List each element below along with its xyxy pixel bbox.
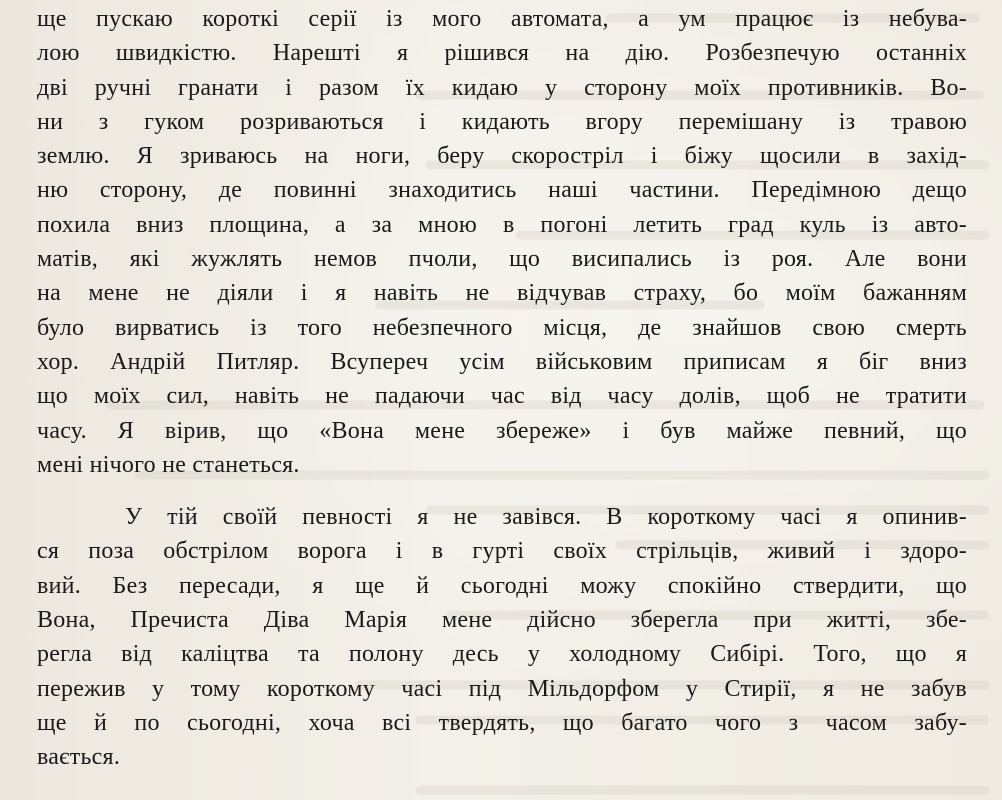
text-line: часу. Я вірив, що «Вона мене збереже» і був майже певний, що — [37, 417, 967, 444]
text-line: ще й по сьогодні, хоча всі твердять, що багато чого з часом забу- — [37, 709, 967, 736]
text-line: Вона, Пречиста Діва Марія мене дійсно зберегла при житті, збе- — [37, 607, 967, 634]
text-line: вий. Без пересади, я ще й сьогодні можу спокійно ствердити, що — [37, 572, 967, 599]
text-line: похила вниз площина, а за мною в погоні летить град куль із авто- — [37, 211, 967, 238]
text-line: на мене не діяли і я навіть не відчував страху, бо моїм бажанням — [37, 280, 967, 307]
text-line: мені нічого не станеться. — [37, 451, 300, 478]
text-line: що моїх сил, навіть не падаючи час від часу долів, щоб не тратити — [37, 383, 967, 410]
paragraph-1 — [37, 2, 967, 482]
text-line: було вирватись із того небезпечного місця, де знайшов свою смерть — [37, 314, 967, 341]
text-line: ся поза обстрілом ворога і в гурті своїх стрільців, живий і здоро- — [37, 538, 967, 565]
text-line: ни з гуком розриваються і кидають вгору перемішану із травою — [37, 108, 967, 135]
paragraph-gap — [37, 482, 967, 500]
text-line: матів, які жужлять немов пчоли, що висипались із роя. Але вони — [37, 246, 967, 273]
text-line: хор. Андрій Питляр. Всупереч усім військовим приписам я біг вниз — [37, 348, 967, 375]
text-line: ню сторону, де повинні знаходитись наші частини. Передімною дещо — [37, 177, 967, 204]
paragraph-2 — [37, 500, 967, 774]
text-line: лою швидкістю. Нарешті я рішився на дію. Розбезпечую останніх — [37, 40, 967, 67]
text-line: У тій своїй певності я не завівся. В короткому часі я опинив- — [125, 504, 967, 531]
body-text — [37, 2, 967, 775]
text-line: ще пускаю короткі серії із мого автомата, а ум працює із небува- — [37, 6, 967, 32]
text-line: вається. — [37, 744, 121, 771]
text-line: пережив у тому короткому часі під Мільдорфом у Стирії, я не забув — [37, 675, 967, 702]
text-line: землю. Я зриваюсь на ноги, беру скоростріл і біжу щосили в захід- — [37, 143, 967, 170]
text-line: дві ручні гранати і разом їх кидаю у сторону моїх противників. Во- — [37, 74, 967, 101]
text-line: регла від каліцтва та полону десь у холодному Сибірі. Того, що я — [37, 641, 967, 668]
